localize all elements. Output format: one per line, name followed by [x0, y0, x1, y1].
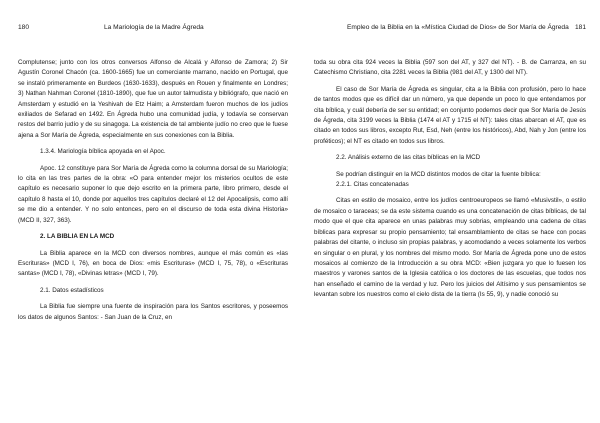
paragraph: Citas en estilo de mosaico, entre los judíos centroeuropeos se llamó «Musivstil», o estilo de mosaico o taraceas; se da este sistema cuando es una concatenación de citas bíblicas, de tal modo que el que cita aparece en unas palabras muy sobrias, empleando una cadena de citas bíblicas para expresar su propio pensamiento; tal ensamblamiento de citas se hace con pocas palabras del citante, o incluso sin propias palabras, y acomodando a veces solamente los verbos en singular o en plural, y los nombres del mismo modo. Sor María de Ágreda pone uno de estos mosaicos al comienzo de la Introducción a su obra MCD: «Bien juzgara yo que lo fuesen los maestros y varones santos de la Iglesia católica o los doctores de las escuelas, que todos nos han enseñado el camino de la verdad y luz. Pero los juicios del Altísimo y sus pensamientos se levantan sobre los nuestros como el cielo dista de la tierra (Is 55, 9), y nadie conoció su [314, 197, 586, 299]
paragraph: Complutense; junto con los otros conversos Alfonso de Alcalá y Alfonso de Zamora; 2) Sir Agustín Coronel Chacón (ca. 1600-1665) fue un comerciante marrano, nacido en Portugal, que se instaló primeramente en Burdeos (1630-1633), después en Rouen y finalmente en Londres; 3) Nathan Nahman Coronel (1810-1890), que fue un autor talmudista y bibliógrafo, que nació en Amsterdam y estudió en la Yeshivah de Etz Haim; a Amsterdam fueron muchos de los judíos exiliados de Sefarad en 1492. En Ágreda hubo una comunidad judía, y todavía se conservan restos del barrio judío y de su sinagoga. La existencia de tal ambiente judío no creo que le fuese ajena a Sor María de Ágreda, especialmente en sus conexiones con la Biblia. [18, 59, 288, 139]
left-running-title: La Mariología de la Madre Ágreda [104, 24, 204, 31]
right-page-number: 181 [574, 24, 586, 31]
section-subheading: 2.1. Datos estadísticos [40, 286, 104, 294]
left-page-number: 180 [18, 24, 30, 31]
right-page [300, 0, 600, 423]
paragraph: La Biblia aparece en la MCD con diversos nombres, aunque el más común es «las Escrituras» (MCD I, 76), en boca de Dios: «mis Escrituras» (MCD I, 75, 78), o «Escrituras santas» (MCD I, 78), «Divinas letras» (MCD I, 79). [18, 249, 288, 278]
section-subheading: 1.3.4. Mariología bíblica apoyada en el Apoc. [40, 148, 166, 156]
right-body [314, 58, 586, 301]
paragraph: El caso de Sor María de Ágreda es singular, cita a la Biblia con profusión, pero lo hace de tantos modos que es difícil dar un número, ya que depende un poco lo que entendamos por cita bíblica, y cuál debería de ser su entidad; en conjunto podemos decir que Sor María de Jesús de Ágreda, cita 3199 veces la Biblia (1474 el AT y 1715 el NT): tales citas abarcan el AT, que es citado en todos sus libros, excepto Rut, Esd, Neh (entre los históricos), Abd, Nah y Jon (entre los proféticos); el NT es citado en todos sus libros. [314, 85, 586, 145]
section-subheading: 2.2.1. Citas concatenadas [336, 181, 409, 189]
paragraph: Apoc. 12 constituye para Sor María de Ágreda como la columna dorsal de su Mariología; lo cita en las tres partes de la obra: «O para entender mejor los misterios ocultos de este capítulo es necesario suponer lo que dejo escrito en la primera parte, libro primero, desde el capítulo 8 hasta el 10, donde por aquellos tres capítulos declaré el 12 del Apocalipsis, como allí se me dio a entender. Y no solo entonces, pero en el discurso de toda esta divina Historia» (MCD II, 327, 363). [18, 164, 288, 224]
section-subheading: 2.2. Análisis externo de las citas bíblicas en la MCD [336, 154, 481, 162]
paragraph: Se podrían distinguir en la MCD distintos modos de citar la fuente bíblica: [336, 170, 541, 178]
section-heading: 2. LA BIBLIA EN LA MCD [40, 233, 115, 241]
right-running-title: Empleo de la Biblia en la «Mística Ciudad de Dios» de Sor María de Ágreda [347, 24, 569, 31]
paragraph: La Biblia fue siempre una fuente de inspiración para los Santos escritores, y poseemos los datos de algunos Santos: - San Juan de la Cruz, en [18, 303, 288, 321]
left-body [18, 58, 288, 323]
paragraph: toda su obra cita 924 veces la Biblia (597 son del AT, y 327 del NT). - B. de Carranza, en su Catechismo Christiano, cita 2281 veces la Biblia (981 del AT, y 1300 del NT). [314, 59, 586, 77]
